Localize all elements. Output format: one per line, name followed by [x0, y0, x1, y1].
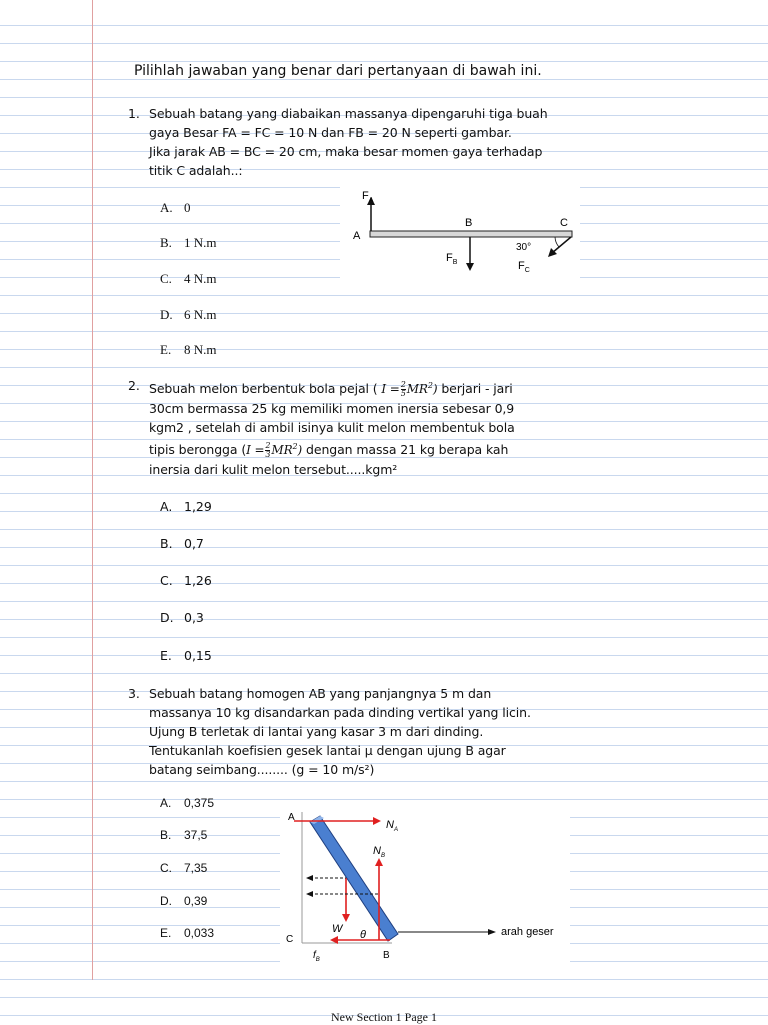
label-nb: $N_B$: [373, 845, 385, 859]
force-diagram-1: [340, 185, 580, 285]
page-footer: New Section 1 Page 1: [331, 1010, 437, 1024]
label-a: A: [288, 812, 295, 823]
q3-option-c[interactable]: C. 7,35: [160, 861, 208, 875]
q3-option-e[interactable]: E. 0,033: [160, 926, 215, 940]
label-b: B: [383, 950, 390, 961]
q1-option-c[interactable]: C. 4 N.m: [160, 271, 217, 286]
q3-option-b[interactable]: B. 37,5: [160, 828, 208, 842]
margin-line: [92, 0, 93, 980]
label-fb: $F_B$: [446, 252, 458, 266]
label-c: C: [560, 217, 568, 229]
label-angle: 30°: [516, 242, 532, 253]
label-fb: $f_B$: [313, 950, 320, 963]
question-number: 2.: [128, 378, 140, 393]
q1-option-e[interactable]: E. 8 N.m: [160, 342, 217, 357]
ladder-diagram: [280, 800, 570, 970]
label-fa: $F_A$: [362, 190, 374, 204]
label-na: $N_A$: [386, 819, 398, 833]
label-w: W: [332, 923, 343, 935]
question-1: [128, 104, 549, 180]
label-a: A: [353, 230, 361, 242]
question-text: Sebuah batang homogen AB yang panjangnya 5 m dan massanya 10 kg disandarkan pada dinding vertikal yang licin. Ujung B terletak di lantai yang kasar 3 m dari dinding. Tentukanlah koefisien gesek lantai μ dengan ujung B agar batang seimbang........ (g = 10 m/s²): [149, 686, 531, 777]
question-text: Sebuah batang yang diabaikan massanya dipengaruhi tiga buah gaya Besar FA = FC = 10 N dan FB = 20 N seperti gambar. Jika jarak AB = BC = 20 cm, maka besar momen gaya terhadap titik C adalah..:: [149, 106, 548, 178]
q2-option-b[interactable]: B. 0,7: [160, 536, 204, 551]
label-arah-geser: arah geser: [501, 926, 554, 938]
question-number: 3.: [128, 686, 140, 701]
q1-option-a[interactable]: A. 0: [160, 200, 191, 215]
q1-option-b[interactable]: B. 1 N.m: [160, 235, 217, 250]
question-number: 1.: [128, 106, 140, 121]
q3-option-d[interactable]: D. 0,39: [160, 894, 208, 908]
label-c: C: [286, 934, 294, 945]
label-b: B: [465, 217, 473, 229]
q2-option-e[interactable]: E. 0,15: [160, 648, 212, 663]
q2-option-c[interactable]: C. 1,26: [160, 573, 212, 588]
label-theta: θ: [360, 929, 366, 941]
label-fc: $F_C$: [518, 260, 530, 274]
q3-option-a[interactable]: A. 0,375: [160, 796, 215, 810]
question-2: [128, 376, 549, 479]
question-text: Sebuah melon berbentuk bola pejal ( I = $\frac{2}{5}$ $MR^2$) berjari - jari 30cm bermassa 25 kg memiliki momen inersia sebesar 0,9 kgm2 , setelah di ambil isinya kulit melon membentuk bola tipis berongga (I = $\frac{2}{3}$ $MR^2$) dengan massa 21 kg berapa kah inersia dari kulit melon tersebut.....kgm²: [149, 380, 515, 477]
page-title: Pilihlah jawaban yang benar dari pertanyaan di bawah ini.: [134, 63, 542, 79]
q2-option-a[interactable]: A. 1,29: [160, 499, 212, 514]
question-3: [128, 684, 549, 779]
q1-option-d[interactable]: D. 6 N.m: [160, 307, 217, 322]
q2-option-d[interactable]: D. 0,3: [160, 610, 204, 625]
